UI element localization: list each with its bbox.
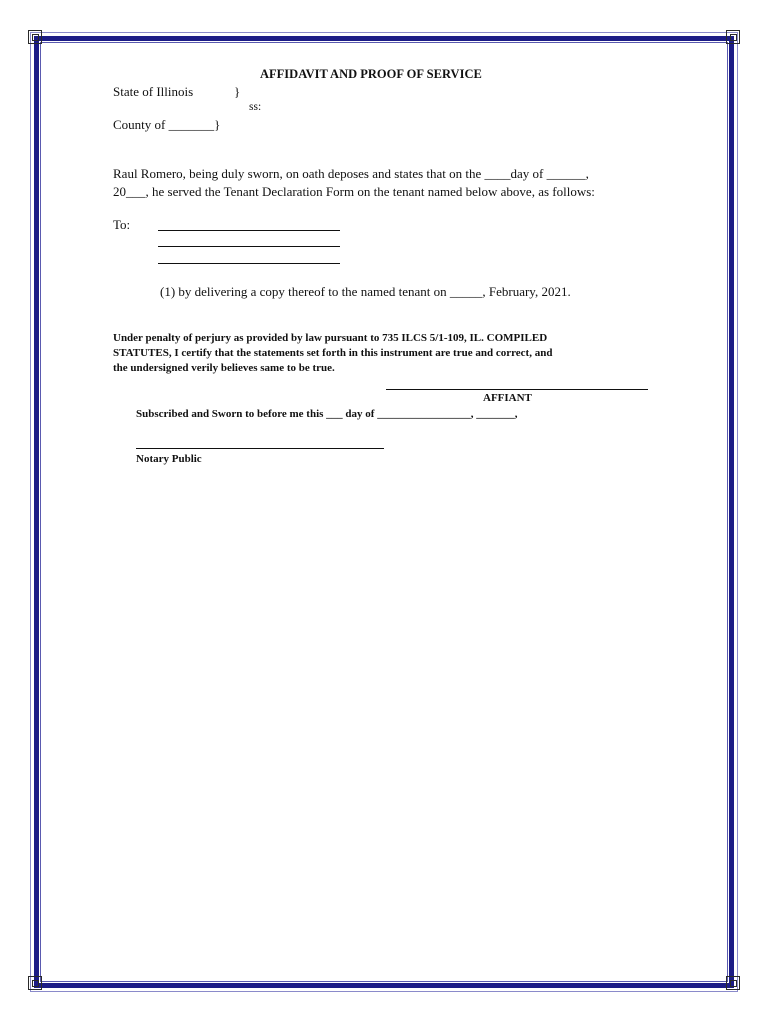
state-line: State of Illinois [113, 84, 194, 99]
document-title: AFFIDAVIT AND PROOF OF SERVICE [260, 67, 482, 81]
tenant-address-line [158, 230, 340, 231]
body-paragraph-line-1: Raul Romero, being duly sworn, on oath deposes and states that on the ____day of ______, [113, 166, 589, 181]
page-border-inner [40, 42, 728, 982]
perjury-statement-line-2: STATUTES, I certify that the statements set forth in this instrument are true and correct, and [113, 347, 553, 359]
tenant-address-line [158, 263, 340, 264]
tenant-address-line [158, 246, 340, 247]
to-label: To: [113, 217, 131, 232]
county-line: County of _______} [113, 117, 221, 132]
notary-label: Notary Public [136, 453, 202, 465]
corner-ornament-icon [726, 976, 740, 990]
subscribed-sworn-line: Subscribed and Sworn to before me this ___ day of _________________, _______, [136, 408, 518, 420]
corner-ornament-icon [28, 30, 42, 44]
state-brace: } [234, 84, 241, 99]
corner-ornament-icon [726, 30, 740, 44]
perjury-statement-line-3: the undersigned verily believes same to be true. [113, 362, 335, 374]
corner-ornament-icon [28, 976, 42, 990]
notary-signature-line [136, 448, 384, 449]
ss-label: ss: [249, 101, 262, 113]
body-paragraph-line-2: 20___, he served the Tenant Declaration Form on the tenant named below above, as follows: [113, 184, 595, 199]
delivery-clause: (1) by delivering a copy thereof to the named tenant on _____, February, 2021. [160, 284, 571, 299]
affiant-signature-line [386, 389, 648, 390]
affiant-label: AFFIANT [483, 392, 532, 404]
perjury-statement-line-1: Under penalty of perjury as provided by law pursuant to 735 ILCS 5/1-109, IL. COMPILED [113, 332, 548, 344]
